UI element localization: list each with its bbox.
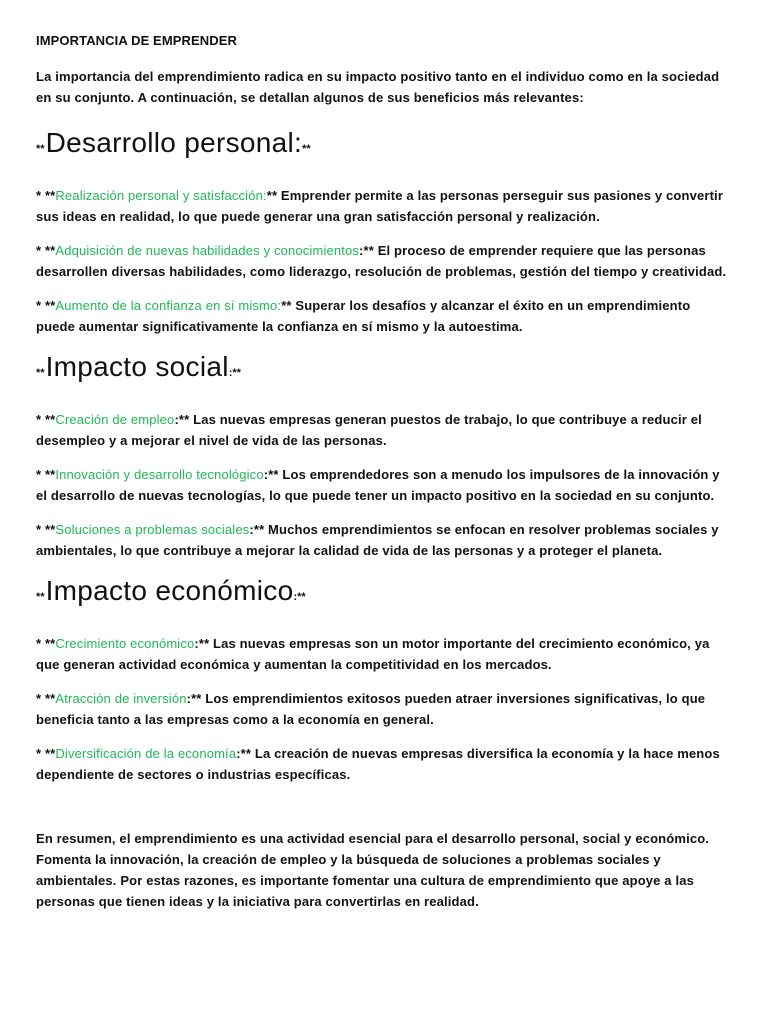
heading-text: Impacto económico	[45, 575, 294, 606]
item-term: Atracción de inversión	[55, 691, 187, 706]
list-item: * **Creación de empleo:** Las nuevas empresas generan puestos de trabajo, lo que contribuye a reducir el desempleo y a mejorar el nivel de vida de las personas.	[36, 412, 702, 448]
item-term: Adquisición de nuevas habilidades y conocimientos	[55, 243, 360, 258]
summary-paragraph: En resumen, el emprendimiento es una actividad esencial para el desarrollo personal, social y económico. Fomenta la innovación, la creación de empleo y la búsqueda de soluciones a problemas sociales y ambientales. Por estas razones, es importante fomentar una cultura de emprendimiento que apoye a las personas que tienen ideas y la iniciativa para convertirlas en realidad.	[36, 831, 710, 909]
item-term: Diversificación de la economía	[55, 746, 237, 761]
heading-marker-left: **	[36, 367, 45, 379]
section-heading-impacto-economico	[36, 574, 732, 614]
heading-marker-right: :**	[293, 591, 306, 603]
section-heading-impacto-social	[36, 350, 732, 390]
list-item: * **Adquisición de nuevas habilidades y conocimientos:** El proceso de emprender requiere que las personas desarrollen diversas habilidades, como liderazgo, resolución de problemas, gestión del tiempo y creatividad.	[36, 243, 727, 279]
item-term: Innovación y desarrollo tecnológico	[55, 467, 264, 482]
item-term: Crecimiento económico	[55, 636, 195, 651]
heading-marker-left: **	[36, 591, 45, 603]
list-item: * **Atracción de inversión:** Los emprendimientos exitosos pueden atraer inversiones significativas, lo que beneficia tanto a las empresas como a la economía en general.	[36, 691, 706, 727]
list-item: * **Diversificación de la economía:** La creación de nuevas empresas diversifica la economía y la hace menos dependiente de sectores o industrias específicas.	[36, 746, 720, 782]
list-item: * **Crecimiento económico:** Las nuevas empresas son un motor importante del crecimiento económico, ya que generan actividad económica y aumentan la competitividad en los mercados.	[36, 636, 710, 672]
heading-marker-right: :**	[228, 367, 241, 379]
item-term: Creación de empleo	[55, 412, 175, 427]
section-heading-desarrollo-personal	[36, 126, 732, 166]
document-title: IMPORTANCIA DE EMPRENDER	[36, 33, 238, 48]
item-term: Aumento de la confianza en sí mismo:	[55, 298, 282, 313]
item-term: Soluciones a problemas sociales	[55, 522, 250, 537]
item-term: Realización personal y satisfacción:	[55, 188, 267, 203]
heading-text: Desarrollo personal:	[45, 127, 303, 158]
list-item: * **Realización personal y satisfacción:** Emprender permite a las personas perseguir sus pasiones y convertir sus ideas en realidad, lo que puede generar una gran satisfacción personal y realización.	[36, 188, 724, 224]
intro-paragraph: La importancia del emprendimiento radica en su impacto positivo tanto en el individuo como en la sociedad en su conjunto. A continuación, se detallan algunos de sus beneficios más relevantes:	[36, 69, 720, 105]
list-item: * **Soluciones a problemas sociales:** Muchos emprendimientos se enfocan en resolver problemas sociales y ambientales, lo que contribuye a mejorar la calidad de vida de las personas y a proteger el planeta.	[36, 522, 719, 558]
list-item: * **Aumento de la confianza en sí mismo:** Superar los desafíos y alcanzar el éxito en un emprendimiento puede aumentar significativamente la confianza en sí mismo y la autoestima.	[36, 298, 691, 334]
heading-marker-right: **	[302, 143, 311, 155]
list-item: * **Innovación y desarrollo tecnológico:** Los emprendedores son a menudo los impulsores de la innovación y el desarrollo de nuevas tecnologías, lo que puede tener un impacto positivo en la sociedad en su conjunto.	[36, 467, 720, 503]
heading-marker-left: **	[36, 143, 45, 155]
heading-text: Impacto social	[45, 351, 229, 382]
